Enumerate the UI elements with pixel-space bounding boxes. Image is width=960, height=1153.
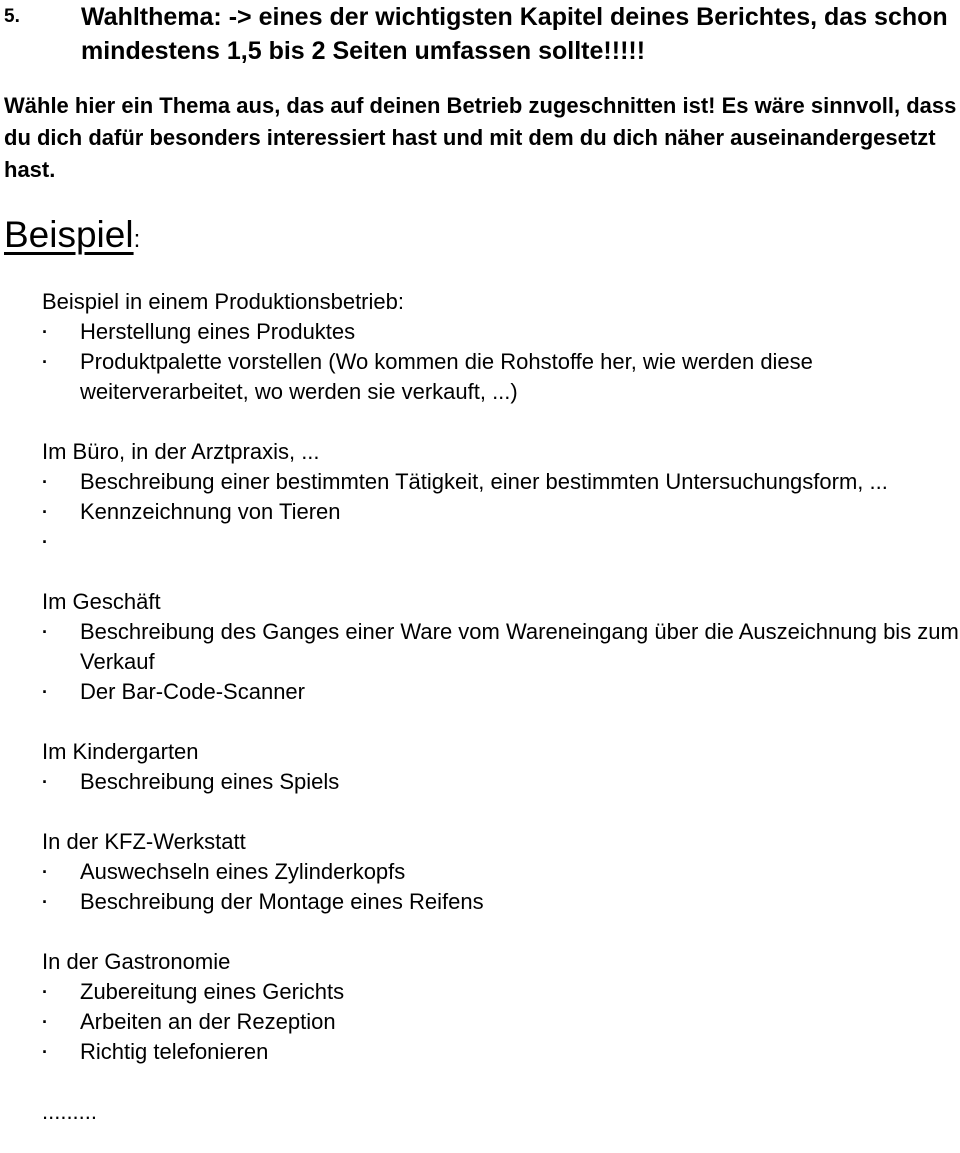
- example-group: [42, 737, 960, 797]
- list-item-text: Beschreibung des Ganges einer Ware vom Wareneingang über die Auszeichnung bis zum Verkauf: [80, 619, 959, 674]
- bullet-list: [42, 857, 960, 917]
- list-item: [42, 467, 960, 497]
- bullet-list: [42, 767, 960, 797]
- intro-paragraph: Wähle hier ein Thema aus, das auf deinen Betrieb zugeschnitten ist! Es wäre sinnvoll, dass du dich dafür besonders interessiert hast und mit dem du dich näher auseinandergesetzt hast.: [4, 93, 957, 182]
- example-list: [42, 287, 960, 1127]
- bullet-icon: ·: [42, 622, 48, 642]
- example-group: [42, 827, 960, 917]
- bullet-list: [42, 977, 960, 1067]
- group-title: Im Kindergarten: [42, 739, 199, 764]
- bullet-icon: ·: [42, 1042, 48, 1062]
- list-item: [42, 1007, 960, 1037]
- list-item: [42, 677, 960, 707]
- bullet-list: [42, 617, 960, 707]
- list-item-text: Der Bar-Code-Scanner: [80, 679, 305, 704]
- list-item-text: Beschreibung der Montage eines Reifens: [80, 889, 484, 914]
- list-item: [42, 977, 960, 1007]
- bullet-icon: ·: [42, 472, 48, 492]
- list-item-text: Arbeiten an der Rezeption: [80, 1009, 336, 1034]
- bullet-icon: ·: [42, 982, 48, 1002]
- bullet-icon: ·: [42, 532, 48, 552]
- bullet-icon: ·: [42, 502, 48, 522]
- example-title-colon: :: [133, 226, 141, 253]
- list-item-text: Auswechseln eines Zylinderkopfs: [80, 859, 406, 884]
- example-group: [42, 587, 960, 707]
- list-item: [42, 1037, 960, 1067]
- section-number: 5.: [4, 6, 20, 27]
- bullet-icon: ·: [42, 772, 48, 792]
- list-item-text: Kennzeichnung von Tieren: [80, 499, 341, 524]
- example-group: [42, 437, 960, 557]
- list-item-text: Beschreibung einer bestimmten Tätigkeit, einer bestimmten Untersuchungsform, ...: [80, 469, 888, 494]
- bullet-icon: ·: [42, 892, 48, 912]
- group-title: In der Gastronomie: [42, 949, 231, 974]
- list-item-text: Richtig telefonieren: [80, 1039, 269, 1064]
- group-title: Im Büro, in der Arztpraxis, ...: [42, 439, 320, 464]
- ending-ellipsis: .........: [42, 1099, 98, 1124]
- bullet-icon: ·: [42, 352, 48, 372]
- bullet-icon: ·: [42, 862, 48, 882]
- list-item: [42, 767, 960, 797]
- list-item: [42, 347, 960, 407]
- list-item: [42, 527, 960, 557]
- list-item: [42, 317, 960, 347]
- group-title: Beispiel in einem Produktionsbetrieb:: [42, 289, 404, 314]
- example-title: [4, 210, 140, 265]
- group-title: In der KFZ-Werkstatt: [42, 829, 246, 854]
- example-group: [42, 947, 960, 1067]
- bullet-list: [42, 467, 960, 557]
- list-item: [42, 497, 960, 527]
- bullet-list: [42, 317, 960, 407]
- list-item-text: Herstellung eines Produktes: [80, 319, 356, 344]
- list-item-text: Zubereitung eines Gerichts: [80, 979, 345, 1004]
- bullet-icon: ·: [42, 322, 48, 342]
- section-heading: [4, 0, 960, 68]
- section-heading-text: Wahlthema: -> eines der wichtigsten Kapitel deines Berichtes, das schon mindestens 1,5 bis 2 Seiten umfassen sollte!!!!!: [81, 3, 948, 65]
- example-title-word: Beispiel: [4, 214, 134, 255]
- list-item: [42, 617, 960, 677]
- list-item-text: Produktpalette vorstellen (Wo kommen die Rohstoffe her, wie werden diese weiterverarbeitet, wo werden sie verkauft, ...): [80, 349, 813, 404]
- list-item: [42, 857, 960, 887]
- group-title: Im Geschäft: [42, 589, 161, 614]
- bullet-icon: ·: [42, 1012, 48, 1032]
- example-group: [42, 287, 960, 407]
- list-item: [42, 887, 960, 917]
- bullet-icon: ·: [42, 682, 48, 702]
- list-item-text: Beschreibung eines Spiels: [80, 769, 340, 794]
